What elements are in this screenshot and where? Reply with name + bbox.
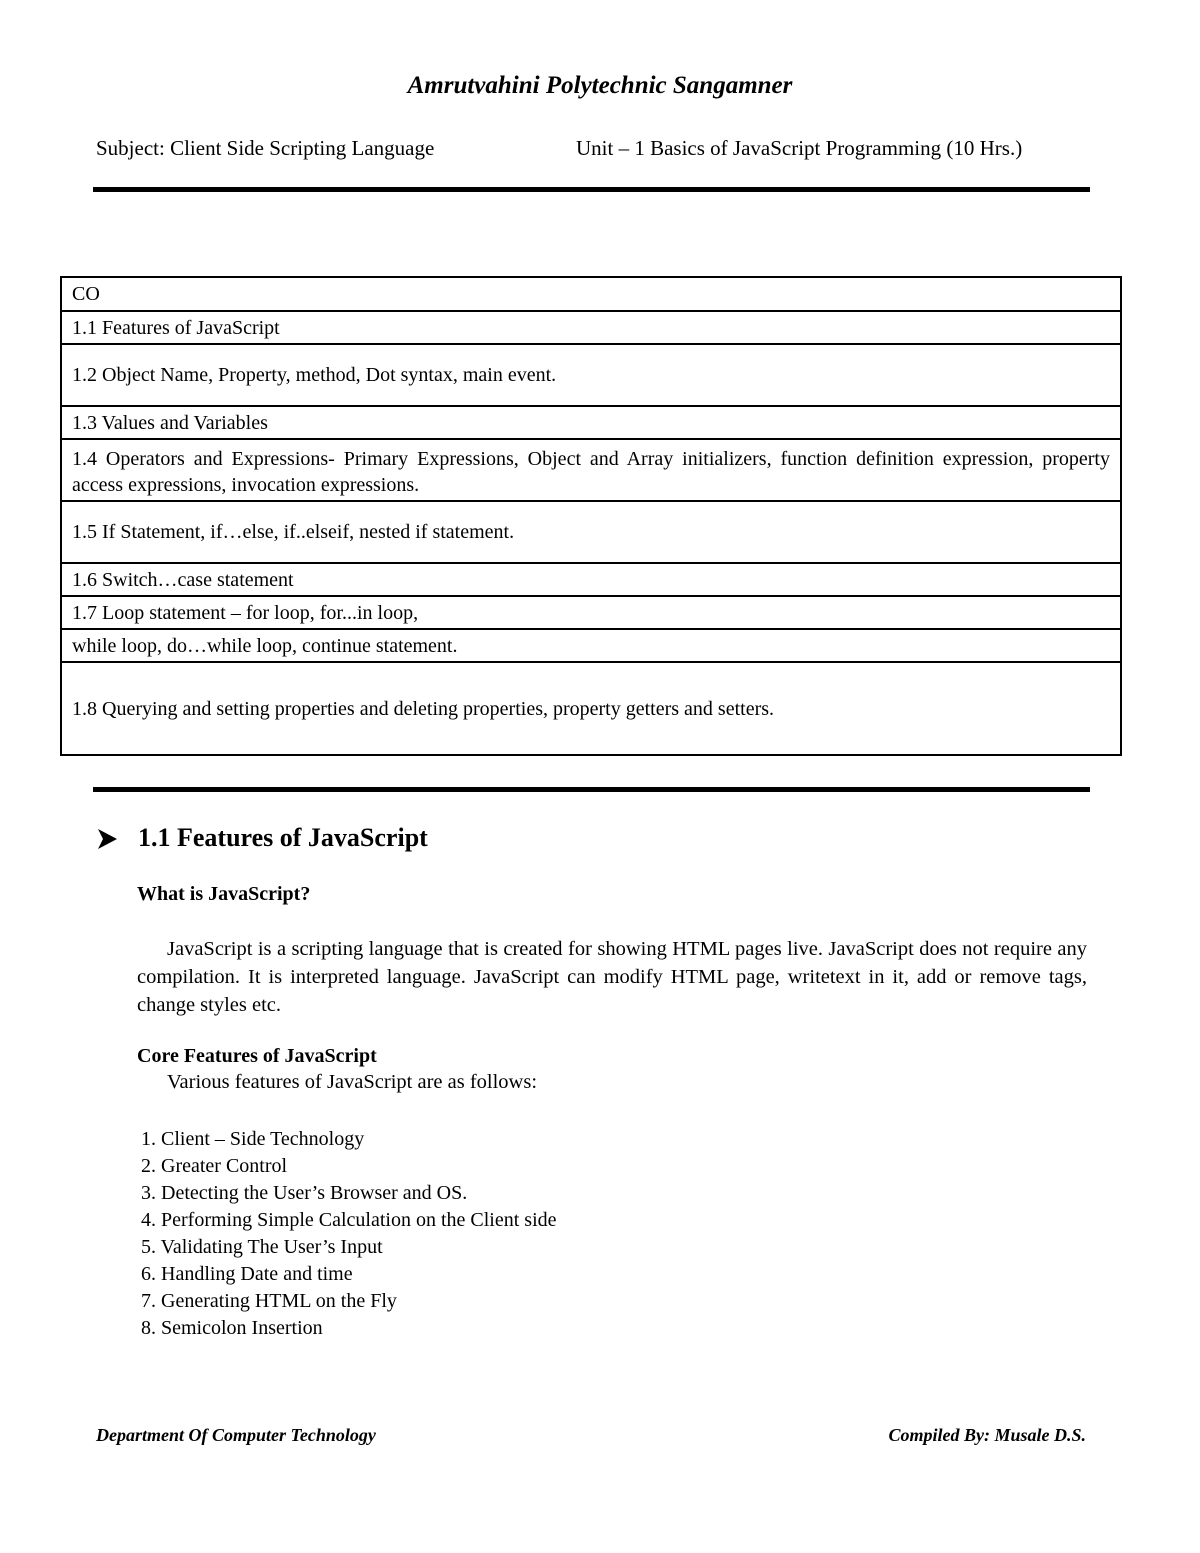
list-item: 6. Handling Date and time	[141, 1263, 353, 1285]
institute-title: Amrutvahini Polytechnic Sangamner	[407, 72, 793, 99]
co-table-row: 1.5 If Statement, if…else, if..elseif, nested if statement.	[62, 502, 1120, 564]
co-table	[60, 276, 1122, 756]
list-item: 2. Greater Control	[141, 1155, 288, 1177]
list-item: 1. Client – Side Technology	[141, 1128, 365, 1150]
co-table-row: CO	[62, 278, 1120, 312]
list-item: 7. Generating HTML on the Fly	[141, 1290, 397, 1312]
core-features-heading: Core Features of JavaScript	[137, 1045, 377, 1067]
what-is-heading: What is JavaScript?	[137, 883, 311, 905]
co-table-row: 1.7 Loop statement – for loop, for...in loop,	[62, 597, 1120, 630]
co-table-row: 1.1 Features of JavaScript	[62, 312, 1120, 345]
header-divider	[93, 187, 1090, 192]
section-divider	[93, 787, 1090, 792]
list-item: 3. Detecting the User’s Browser and OS.	[141, 1182, 468, 1204]
co-table-row: 1.4 Operators and Expressions- Primary Expressions, Object and Array initializers, function definition expression, property access expressions, invocation expressions.	[62, 440, 1120, 502]
list-item: 5. Validating The User’s Input	[141, 1236, 383, 1258]
subject-label: Subject: Client Side Scripting Language	[96, 136, 435, 160]
co-table-row: 1.8 Querying and setting properties and deleting properties, property getters and setters.	[72, 697, 775, 720]
core-features-intro: Various features of JavaScript are as follows:	[167, 1071, 538, 1093]
section-title-text: 1.1 Features of JavaScript	[138, 823, 428, 852]
unit-label: Unit – 1 Basics of JavaScript Programming (10 Hrs.)	[576, 136, 1023, 160]
co-table-row: 1.6 Switch…case statement	[62, 564, 1120, 597]
footer-department: Department Of Computer Technology	[96, 1425, 376, 1445]
intro-paragraph: JavaScript is a scripting language that is created for showing HTML pages live. JavaScript does not require any compilation. It is interpreted language. JavaScript can modify HTML page, writetext in it, add or remove tags, change styles etc.	[137, 938, 1087, 1016]
section-heading	[96, 823, 428, 853]
arrow-bullet-icon	[96, 827, 118, 849]
list-item: 8. Semicolon Insertion	[141, 1317, 323, 1339]
feature-list	[141, 1126, 557, 1342]
co-table-row: 1.2 Object Name, Property, method, Dot syntax, main event.	[62, 345, 1120, 407]
footer-compiled-by: Compiled By: Musale D.S.	[888, 1425, 1086, 1445]
co-table-row: 1.3 Values and Variables	[62, 407, 1120, 440]
list-item: 4. Performing Simple Calculation on the Client side	[141, 1209, 557, 1231]
co-table-row: while loop, do…while loop, continue statement.	[62, 630, 1120, 663]
